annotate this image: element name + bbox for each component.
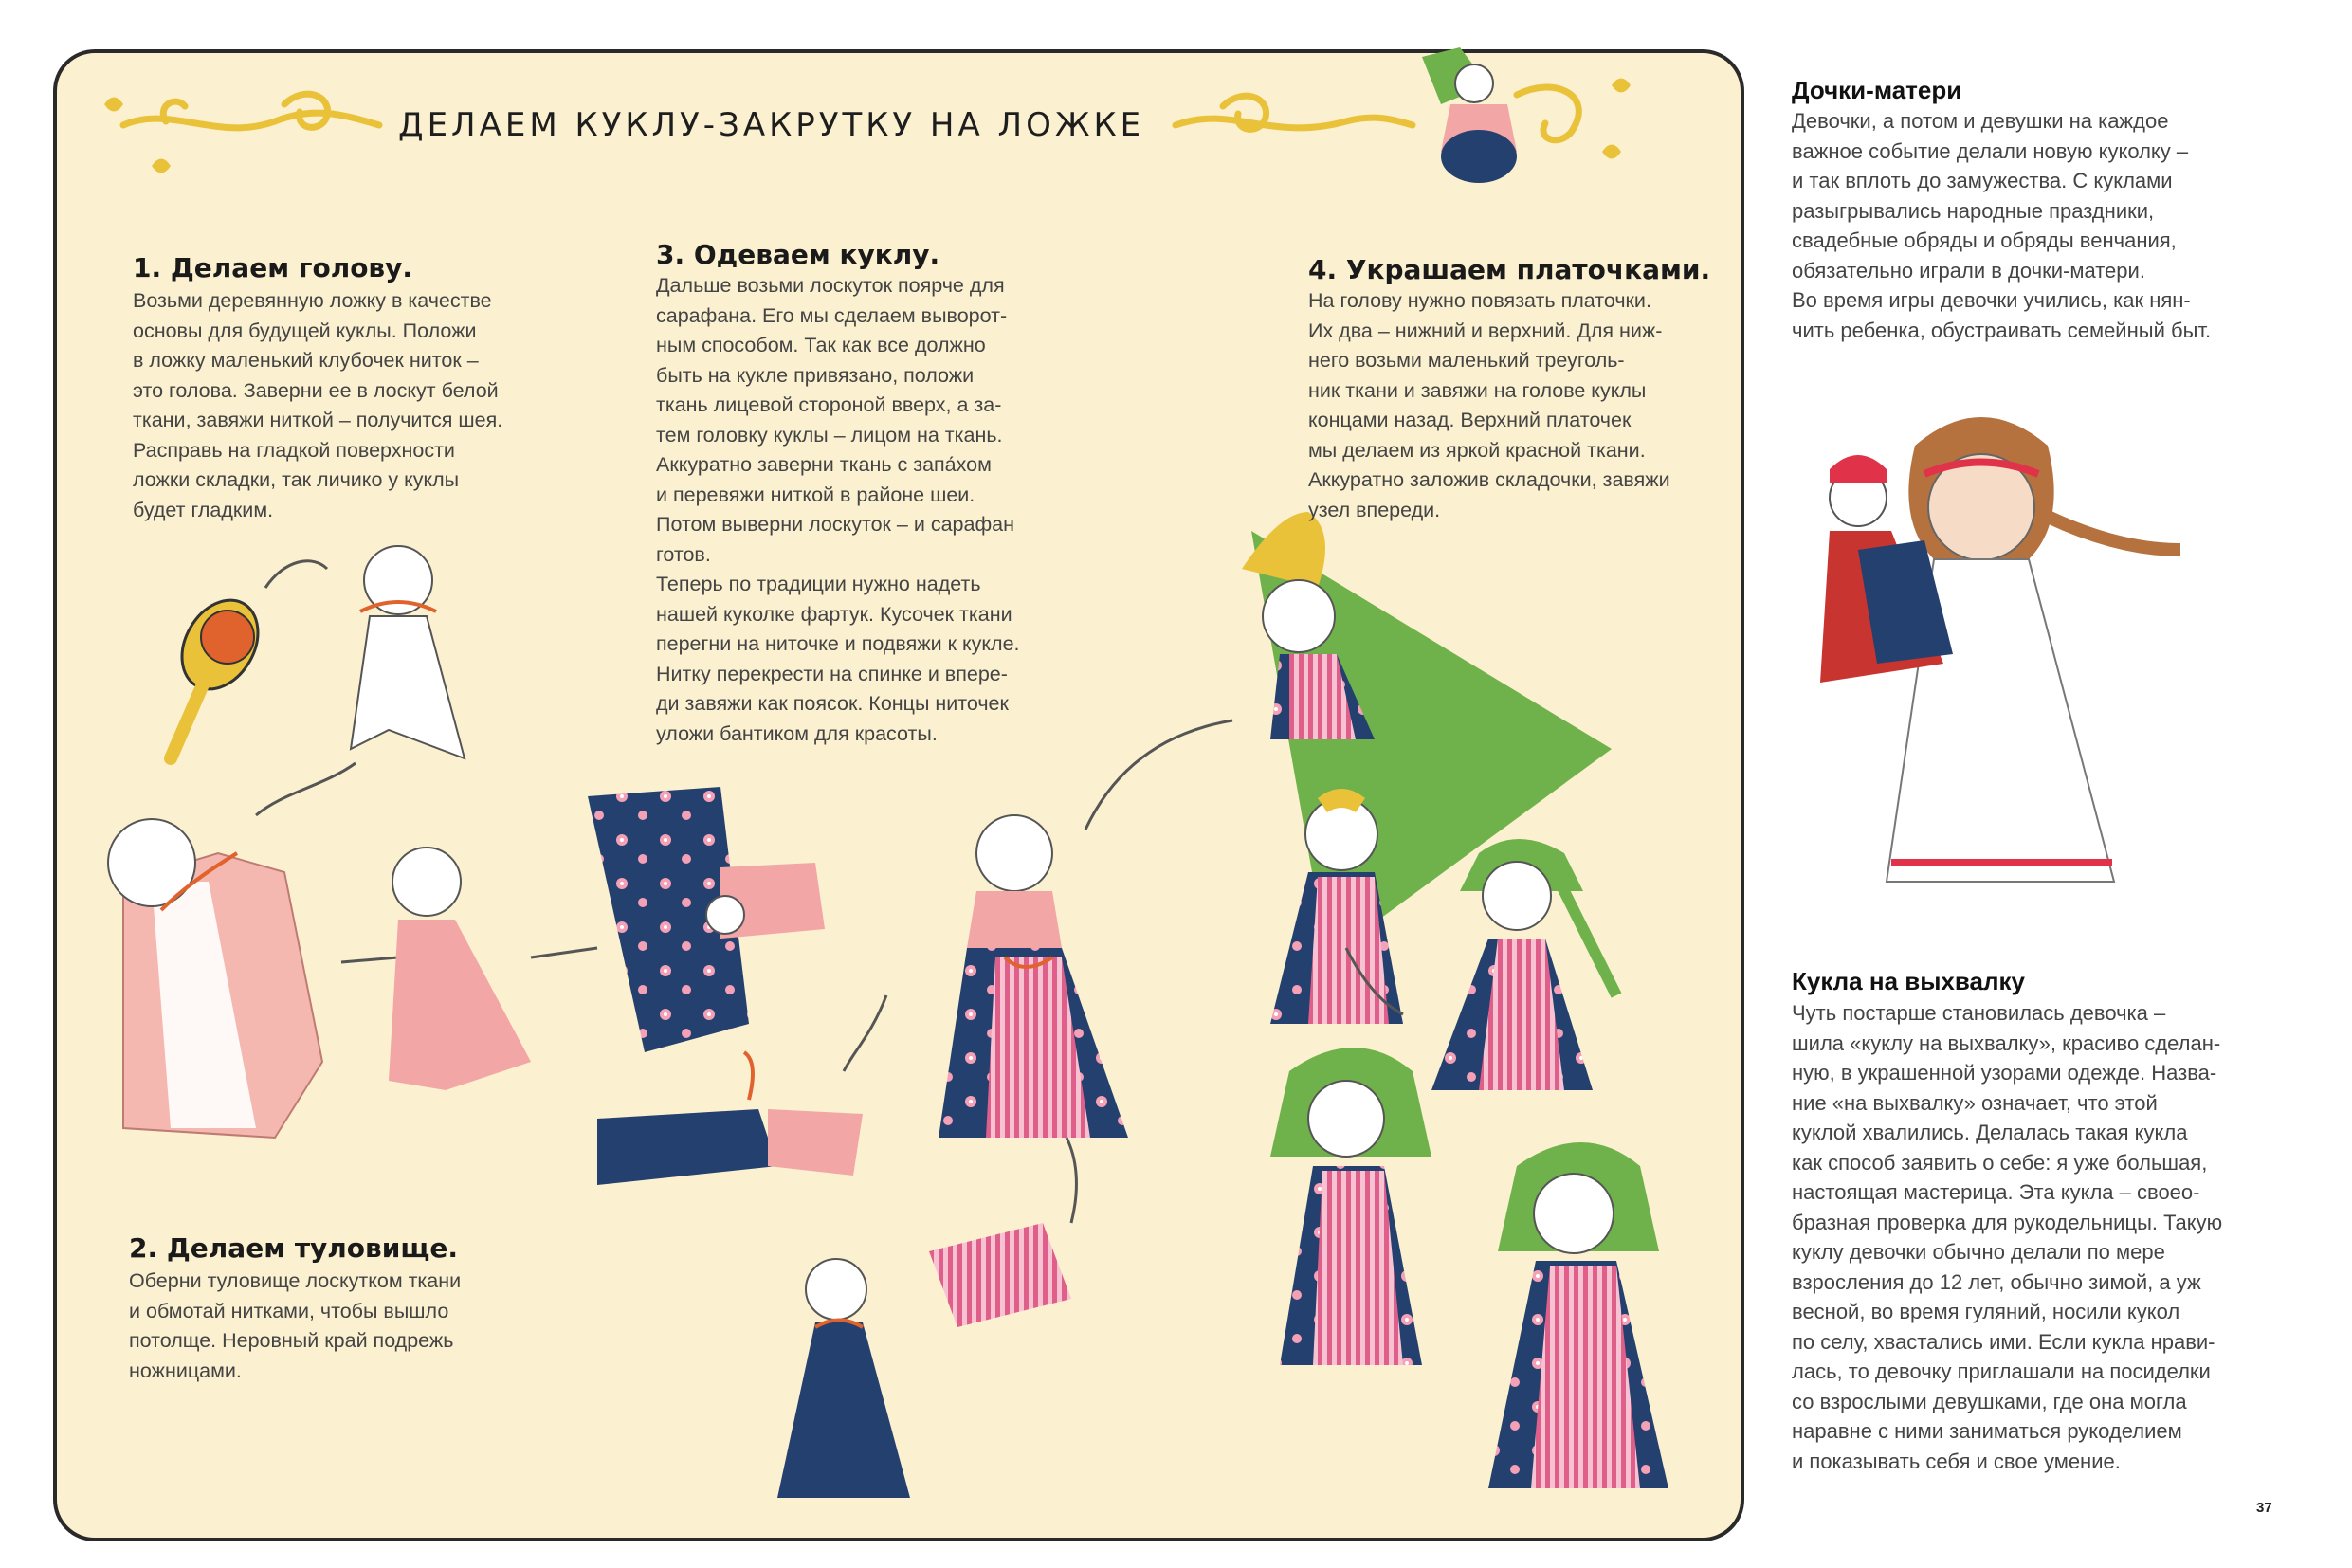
apron-fabric-illustration — [929, 1223, 1071, 1327]
step-2-text: Оберни туловище лоскутком ткани и обмотай нитками, чтобы вышло потолще. Неровный край подрежь ножницами. — [129, 1269, 462, 1382]
sidebar-text-show-off-doll: Чуть постарше становилась девочка – шила «куклу на выхвалку», красиво сделан- ную, в украшенной узорами одежде. Назва- ние «на выхвалку» означает, что этой куклой хвалились. Делалась такая кукла как способ заявить о себе: я уже большая, настоящая мастерица. Эта кукла – своео- бразная проверка для рукодельницы. Такую куклу девочки обычно делали по мере взросления до 12 лет, обычно зимой, а уж весной, во время гуляний, носили кукол по селу, хвастались ими. Если кукла нрави- лась, то девочку приглашали на посиделки со взрослыми девушками, где она могла наравне с ними заниматься рукоделием и показывать себя и свое умение. — [1792, 1001, 2223, 1473]
step-1-text: Возьми деревянную ложку в качестве основы для будущей куклы. Положи в ложку маленький клубочек ниток – это голова. Заверни ее в лоскут белой ткани, завяжи ниткой – получится шея. Расправь на гладкой поверхности ложки складки, так личико у куклы будет гладким. — [133, 289, 503, 521]
step-3-heading: 3. Одеваем куклу. — [656, 239, 940, 270]
title-doll-illustration — [1422, 47, 1517, 183]
spoon-illustration — [167, 587, 273, 758]
arrow-icon — [531, 948, 597, 957]
step-4-text: На голову нужно повязать платочки. Их два – нижний и верхний. Для ниж- него возьми маленький треуголь- ник ткани и завяжи на голове куклы концами назад. Верхний платочек мы делаем из яркой красной ткани. Аккуратно заложив складочки, завяжи узел впереди. — [1308, 289, 1670, 521]
page-title: ДЕЛАЕМ КУКЛУ-ЗАКРУТКУ НА ЛОЖКЕ — [398, 106, 1145, 144]
girl-with-doll-illustration — [1820, 417, 2180, 882]
leaf-icon — [1602, 145, 1621, 159]
arrow-icon — [341, 957, 398, 962]
doll-in-dress-illustration — [777, 1259, 910, 1498]
title-ornament-left — [123, 94, 379, 128]
step-2-heading: 2. Делаем туловище. — [129, 1232, 458, 1264]
finished-doll-2-illustration — [1488, 1142, 1668, 1488]
wrapped-head-illustration — [351, 546, 465, 758]
dress-fabric-illustration — [588, 787, 825, 1052]
body-wrapping-illustration — [108, 819, 322, 1138]
doll-green-kerchief-illustration — [1431, 839, 1616, 1090]
arrow-icon — [265, 561, 327, 588]
sidebar-heading-show-off-doll: Кукла на выхвалку — [1792, 967, 2025, 995]
arrow-icon — [1085, 720, 1232, 830]
leaf-icon — [104, 98, 123, 112]
inverted-dress-illustration — [597, 1052, 863, 1185]
arrow-icon — [1067, 1138, 1076, 1223]
finished-doll-1-illustration — [1270, 1048, 1431, 1365]
page-number: 37 — [2256, 1500, 2272, 1516]
title-ornament-right — [1176, 87, 1578, 140]
step-3-text: Дальше возьми лоскуток поярче для сарафана. Его мы сделаем выворот- ным способом. Так как все должно быть на кукле привязано, положи ткань лицевой стороной вверх, а за- тем головку куклы – лицом на ткань. Аккуратно заверни ткань с запа́хом и перевяжи ниткой в районе шеи. Потом выверни лоскуток – и сарафан готов. Теперь по традиции нужно надеть нашей куколке фартук. Кусочек ткани перегни на ниточке и подвяжи к кукле. Нитку перекрести на спинке и впере- ди завяжи как поясок. Концы ниточек уложи бантиком для красоты. — [656, 274, 1020, 745]
sidebar-heading-daughters-mothers: Дочки-матери — [1792, 76, 1962, 104]
step-4-heading: 4. Украшаем платочками. — [1308, 254, 1711, 285]
body-done-illustration — [389, 848, 531, 1090]
arrow-icon — [844, 995, 886, 1071]
step-1-heading: 1. Делаем голову. — [133, 252, 413, 283]
dressed-doll-illustration — [939, 815, 1128, 1138]
sidebar-text-daughters-mothers: Девочки, а потом и девушки на каждое важное событие делали новую куколку – и так вплоть до замужества. С куклами разыгрывались народные праздники, свадебные обряды и обряды венчания, обязательно играли в дочки-матери. Во время игры девочки учились, как нян- чить ребенка, обустраивать семейный быт. — [1792, 109, 2212, 342]
arrow-icon — [256, 763, 356, 815]
leaf-icon — [1612, 79, 1631, 93]
leaf-icon — [152, 159, 171, 173]
